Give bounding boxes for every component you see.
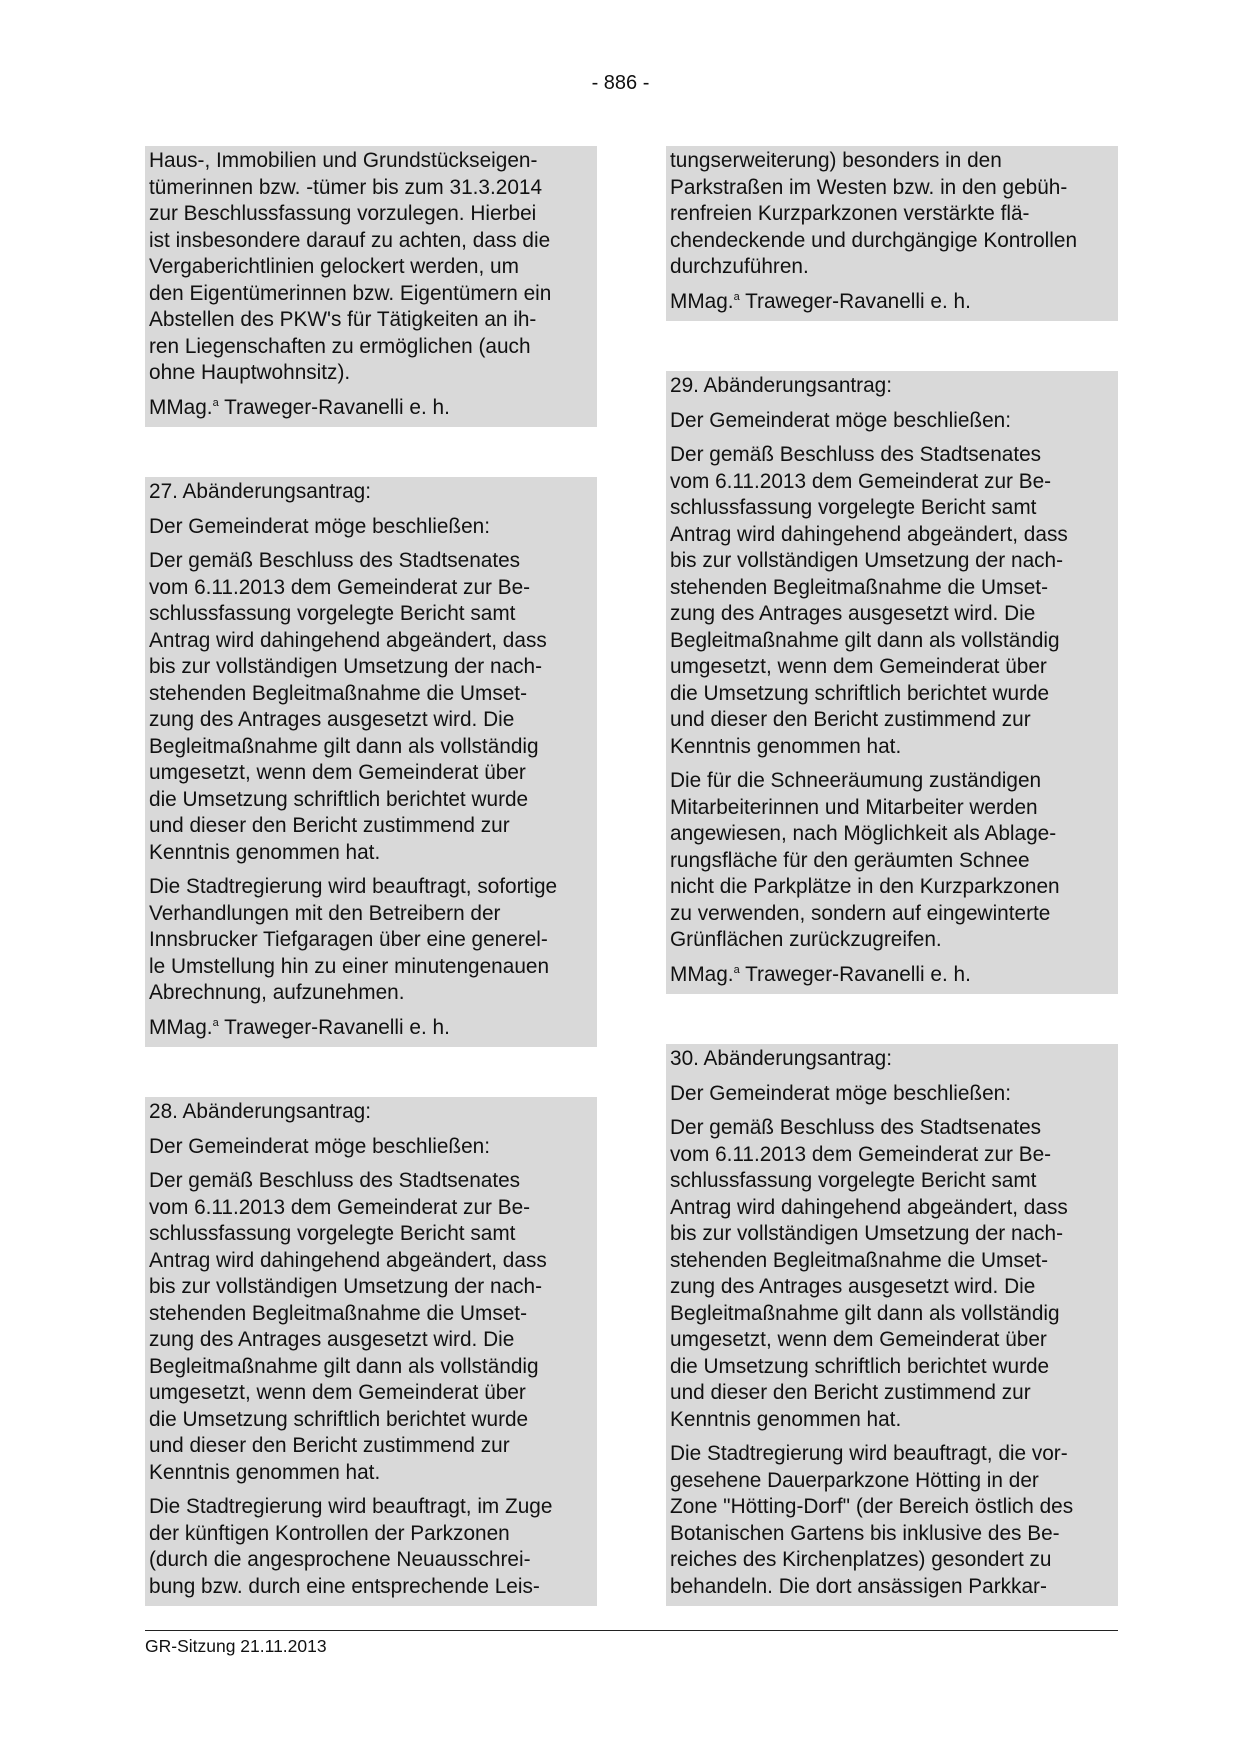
motion-28: [145, 1097, 597, 1606]
motion-28-paragraph-2: Die Stadtregierung wird beauftragt, im Zuge der künftigen Kontrollen der Parkzonen (durch die angesprochene Neuausschrei- bung bzw. durch eine entsprechende Leis-: [149, 1495, 553, 1598]
signature-prefix: MMag.: [670, 962, 734, 986]
motion-26-body: Haus-, Immobilien und Grundstückseigen- tümerinnen bzw. -tümer bis zum 31.3.2014 zur Beschlussfassung vorzulegen. Hierbei ist insbesondere darauf zu achten, dass die Vergaberichtlinien gelockert werden, um den Eigentümerinnen bzw. Eigentümern ein Abstellen des PKW's für Tätigkeiten an ih- ren Liegenschaften zu ermöglichen (auch ohne Hauptwohnsitz).: [149, 149, 552, 384]
motion-29-intro: Der Gemeinderat möge beschließen:: [670, 408, 1012, 432]
signature: [149, 1015, 593, 1042]
motion-27: [145, 477, 597, 1047]
motion-30-paragraph-2: Die Stadtregierung wird beauftragt, die vor- gesehene Dauerparkzone Hötting in der Zone "Hötting-Dorf" (der Bereich östlich des Botanischen Gartens bis inklusive des Be- reiches des Kirchenplatzes) gesondert zu behandeln. Die dort ansässigen Parkkar-: [670, 1442, 1074, 1598]
signature-name: Traweger-Ravanelli e. h.: [218, 395, 450, 419]
motion-27-paragraph-2: Die Stadtregierung wird beauftragt, sofortige Verhandlungen mit den Betreibern der Innsbrucker Tiefgaragen über eine generel- le Umstellung hin zu einer minutengenauen Abrechnung, aufzunehmen.: [149, 875, 558, 1004]
signature-prefix: MMag.: [149, 1015, 213, 1039]
motion-29-paragraph-2: Die für die Schneeräumung zuständigen Mitarbeiterinnen und Mitarbeiter werden angewiesen, nach Möglichkeit als Ablage- rungsfläche für den geräumten Schnee nicht die Parkplätze in den Kurzparkzonen zu verwenden, sondern auf eingewinterte Grünflächen zurückzugreifen.: [670, 769, 1060, 951]
motion-28-continuation-body: tungserweiterung) besonders in den Parkstraßen im Westen bzw. in den gebüh- renfreien Kurzparkzonen verstärkte flä- chendeckende und durchgängige Kontrollen durchzuführen.: [670, 149, 1078, 278]
left-column: [145, 146, 597, 1606]
right-column: [666, 146, 1118, 1606]
motion-30-intro: Der Gemeinderat möge beschließen:: [670, 1081, 1012, 1105]
signature-prefix: MMag.: [149, 395, 213, 419]
signature: [149, 395, 593, 422]
motion-26-continuation: [145, 146, 597, 427]
motion-29-heading: 29. Abänderungsantrag:: [670, 374, 893, 397]
motion-27-intro: Der Gemeinderat möge beschließen:: [149, 514, 491, 538]
signature-name: Traweger-Ravanelli e. h.: [218, 1015, 450, 1039]
motion-28-paragraph-1: Der gemäß Beschluss des Stadtsenates vom 6.11.2013 dem Gemeinderat zur Be- schlussfassung vorgelegte Bericht samt Antrag wird dahingehend abgeändert, dass bis zur vollständigen Umsetzung der nach- stehenden Begleitmaßnahme die Umset- zung des Antrages ausgesetzt wird. Die Begleitmaßnahme gilt dann als vollständig umgesetzt, wenn dem Gemeinderat über die Umsetzung schriftlich berichtet wurde und dieser den Bericht zustimmend zur Kenntnis genommen hat.: [149, 1169, 547, 1484]
footer-session-label: GR-Sitzung 21.11.2013: [145, 1636, 327, 1656]
motion-28-heading: 28. Abänderungsantrag:: [149, 1100, 372, 1123]
signature-superscript: a: [212, 1016, 219, 1029]
motion-28-intro: Der Gemeinderat möge beschließen:: [149, 1134, 491, 1158]
motion-30-heading: 30. Abänderungsantrag:: [670, 1047, 893, 1070]
motion-30-paragraph-1: Der gemäß Beschluss des Stadtsenates vom 6.11.2013 dem Gemeinderat zur Be- schlussfassung vorgelegte Bericht samt Antrag wird dahingehend abgeändert, dass bis zur vollständigen Umsetzung der nach- stehenden Begleitmaßnahme die Umset- zung des Antrages ausgesetzt wird. Die Begleitmaßnahme gilt dann als vollständig umgesetzt, wenn dem Gemeinderat über die Umsetzung schriftlich berichtet wurde und dieser den Bericht zustimmend zur Kenntnis genommen hat.: [670, 1116, 1068, 1431]
signature-prefix: MMag.: [670, 289, 734, 313]
page-number: - 886 -: [591, 72, 650, 94]
motion-28-continuation: [666, 146, 1118, 321]
signature-superscript: a: [733, 963, 740, 976]
signature-superscript: a: [733, 290, 740, 303]
signature: [670, 962, 1114, 989]
signature-name: Traweger-Ravanelli e. h.: [739, 962, 971, 986]
motion-30: [666, 1044, 1118, 1606]
motion-29: [666, 371, 1118, 994]
signature-name: Traweger-Ravanelli e. h.: [739, 289, 971, 313]
signature-superscript: a: [212, 396, 219, 409]
footer-divider: [145, 1630, 1118, 1631]
motion-27-paragraph-1: Der gemäß Beschluss des Stadtsenates vom 6.11.2013 dem Gemeinderat zur Be- schlussfassung vorgelegte Bericht samt Antrag wird dahingehend abgeändert, dass bis zur vollständigen Umsetzung der nach- stehenden Begleitmaßnahme die Umset- zung des Antrages ausgesetzt wird. Die Begleitmaßnahme gilt dann als vollständig umgesetzt, wenn dem Gemeinderat über die Umsetzung schriftlich berichtet wurde und dieser den Bericht zustimmend zur Kenntnis genommen hat.: [149, 549, 547, 864]
signature: [670, 289, 1114, 316]
motion-27-heading: 27. Abänderungsantrag:: [149, 480, 372, 503]
motion-29-paragraph-1: Der gemäß Beschluss des Stadtsenates vom 6.11.2013 dem Gemeinderat zur Be- schlussfassung vorgelegte Bericht samt Antrag wird dahingehend abgeändert, dass bis zur vollständigen Umsetzung der nach- stehenden Begleitmaßnahme die Umset- zung des Antrages ausgesetzt wird. Die Begleitmaßnahme gilt dann als vollständig umgesetzt, wenn dem Gemeinderat über die Umsetzung schriftlich berichtet wurde und dieser den Bericht zustimmend zur Kenntnis genommen hat.: [670, 443, 1068, 758]
